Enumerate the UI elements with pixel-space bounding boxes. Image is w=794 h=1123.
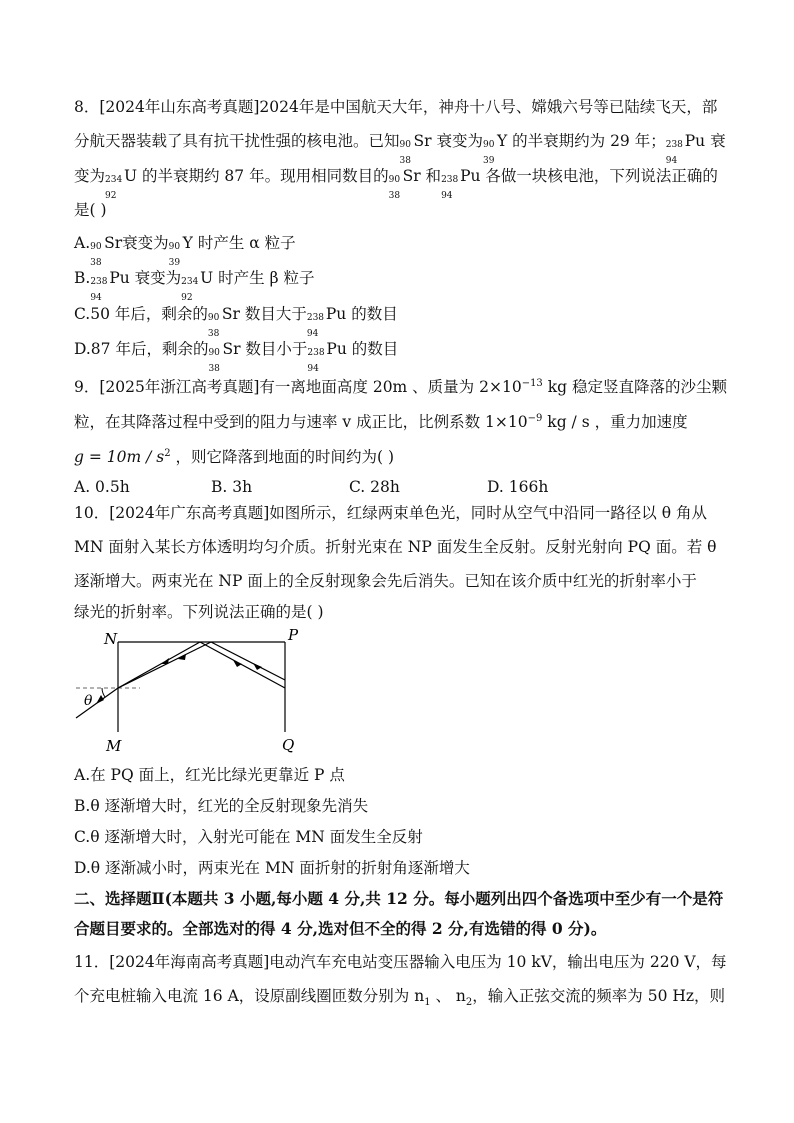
q11-line1: 11．[2024年海南高考真题]电动汽车充电站变压器输入电压为 10 kV，输出电压为 220 V，每 [74, 953, 727, 971]
q8-line2-text: 分航天器装载了具有抗干扰性强的核电池。已知 [74, 132, 400, 150]
label-m: M [106, 737, 122, 755]
q10-line4: 绿光的折射率。下列说法正确的是( ) [74, 603, 324, 621]
q9-option-d: D. 166h [487, 478, 549, 496]
q10-option-c: C.θ 逐渐增大时，入射光可能在 MN 面发生全反射 [74, 828, 423, 846]
label-p: P [288, 626, 299, 644]
q8-option-b: B. 238 94 Pu 衰变为 234 92 U 时产生 β 粒子 [74, 269, 315, 303]
q11-line2: 个充电桩输入电流 16 A，设原副线圈匝数分别为 $n_1$ 、 $n_2$，输入正弦交流的频率为 50 Hz，则 [74, 987, 726, 1009]
section-heading-line1: 二、选择题Ⅱ(本题共 3 小题,每小题 4 分,共 12 分。每小题列出四个备选项中至少有一个是符 [74, 889, 724, 908]
q8-option-a: A. 90 38 Sr衰变为 90 39 Y 时产生 α 粒子 [74, 234, 296, 268]
q9-line2: 粒，在其降落过程中受到的阻力与速率 v 成正比，比例系数 $1\times 10^{-9}$ kg / s ，重力加速度 [74, 413, 688, 432]
q10-line1: 10．[2024年广东高考真题]如图所示，红绿两束单色光，同时从空气中沿同一路径以 θ 角从 [74, 504, 707, 522]
q9-option-c: C. 28h [349, 478, 400, 496]
q10-line3: 逐渐增大。两束光在 NP 面上的全反射现象会先后消失。已知在该介质中红光的折射率小于 [74, 572, 697, 590]
q10-option-b: B.θ 逐渐增大时，红光的全反射现象先消失 [74, 797, 369, 815]
q10-option-a: A.在 PQ 面上，红光比绿光更靠近 P 点 [74, 766, 345, 784]
section-heading-line2: 合题目要求的。全部选对的得 4 分,选对但不全的得 2 分,有选错的得 0 分)。 [74, 919, 607, 938]
q8-line3: 变为 234 92 U 的半衰期约 87 年。现用相同数目的 90 38 Sr 和 238 94 Pu 各做一块核电池，下列说法正确的 [74, 167, 718, 201]
q10-line2: MN 面射入某长方体透明均匀介质。折射光束在 NP 面发生全反射。反射光射向 PQ 面。若 θ [74, 538, 717, 556]
q8-option-c: C.50 年后，剩余的 90 38 Sr 数目大于 238 94 Pu 的数目 [74, 305, 398, 339]
label-n: N [104, 630, 118, 648]
q9-line3: $g = 10m / s^2$ ，则它降落到地面的时间约为( ) [74, 448, 395, 467]
label-q: Q [282, 736, 295, 754]
q8-line2: 分航天器装载了具有抗干扰性强的核电池。已知 90 38 Sr 衰变为 90 39 Y 的半衰期约为 29 年； 238 94 Pu 衰 [74, 132, 726, 166]
theta-label: θ [84, 693, 93, 709]
q9-option-b: B. 3h [211, 478, 253, 496]
q8-line4: 是( ) [74, 201, 107, 219]
q9-option-a: A. 0.5h [74, 478, 130, 496]
q9-line1: 9．[2025年浙江高考真题]有一离地面高度 20m 、质量为 $2\times 10^{-13}$ kg 稳定竖直降落的沙尘颗 [74, 378, 727, 397]
q8-line1: 8．[2024年山东高考真题]2024年是中国航天大年，神舟十八号、嫦娥六号等已陆续飞天，部 [74, 98, 718, 116]
q10-option-d: D.θ 逐渐减小时，两束光在 MN 面折射的折射角逐渐增大 [74, 859, 470, 877]
refraction-diagram [68, 622, 308, 758]
q8-option-d: D.87 年后，剩余的 90 38 Sr 数目小于 238 94 Pu 的数目 [74, 340, 399, 374]
